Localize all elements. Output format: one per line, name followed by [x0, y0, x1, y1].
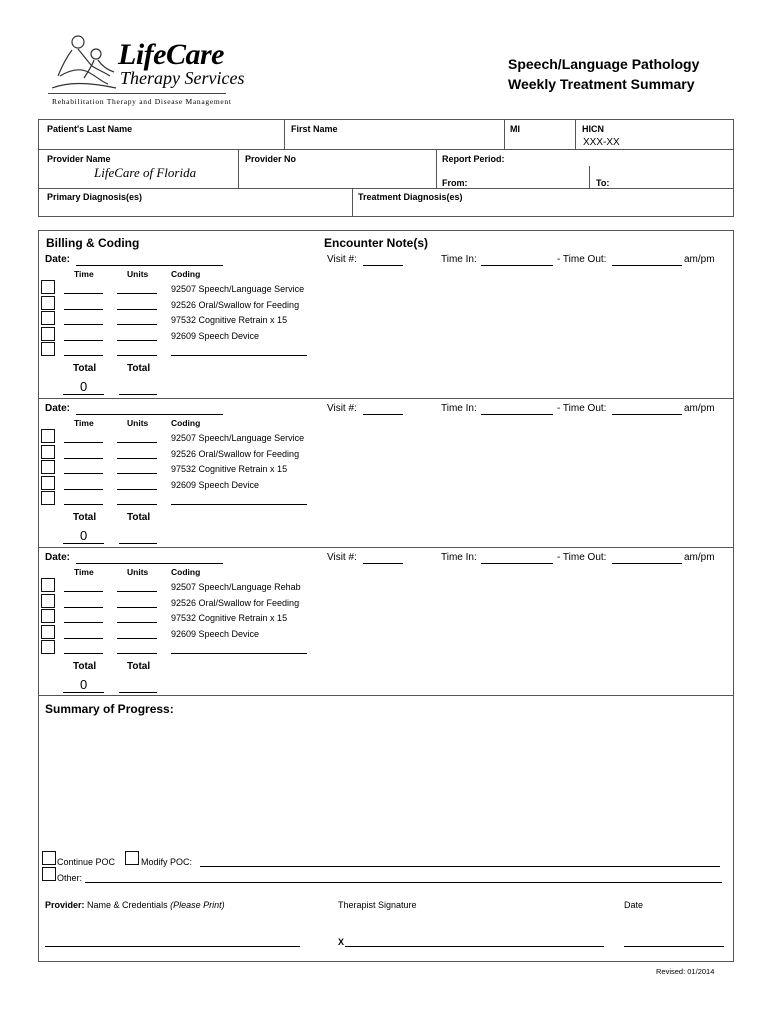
units-field[interactable] [117, 638, 157, 639]
code-checkbox[interactable] [41, 296, 55, 310]
col-time-header: Time [74, 418, 94, 428]
divider [39, 695, 733, 696]
units-field[interactable] [117, 293, 157, 294]
provider-no-label: Provider No [245, 154, 297, 164]
time-field[interactable] [64, 340, 103, 341]
hicn-label: HICN [582, 124, 604, 134]
code-checkbox[interactable] [41, 460, 55, 474]
ampm-label: am/pm [684, 552, 715, 563]
time-field[interactable] [64, 309, 103, 310]
date-label: Date: [45, 403, 71, 414]
other-label: Other: [57, 873, 83, 883]
title-line-2: Weekly Treatment Summary [508, 76, 695, 92]
code-checkbox[interactable] [41, 429, 55, 443]
divider [39, 188, 733, 189]
total-time-value[interactable]: 0 [80, 528, 88, 543]
time-in-label: Time In: [441, 403, 477, 414]
code-label: 92507 Speech/Language Service [171, 284, 305, 294]
time-field[interactable] [64, 622, 103, 623]
code-checkbox[interactable] [41, 625, 55, 639]
total-units-label: Total [127, 661, 151, 672]
col-units-header: Units [127, 418, 149, 428]
code-checkbox[interactable] [41, 491, 55, 505]
billing-heading: Billing & Coding [46, 236, 140, 250]
code-checkbox[interactable] [41, 578, 55, 592]
time-in-field[interactable] [481, 265, 553, 266]
time-field[interactable] [64, 324, 103, 325]
units-field[interactable] [117, 324, 157, 325]
therapist-signature-field[interactable] [345, 946, 604, 947]
units-field[interactable] [117, 473, 157, 474]
time-field[interactable] [64, 638, 103, 639]
total-units-label: Total [127, 363, 151, 374]
col-time-header: Time [74, 567, 94, 577]
units-field[interactable] [117, 309, 157, 310]
time-out-label: - Time Out: [557, 254, 607, 265]
modify-poc-checkbox[interactable] [125, 851, 139, 865]
divider [504, 120, 505, 149]
time-in-label: Time In: [441, 254, 477, 265]
col-units-header: Units [127, 567, 149, 577]
units-field[interactable] [117, 340, 157, 341]
code-label: 92609 Speech Device [171, 479, 260, 490]
primary-dx-label: Primary Diagnosis(es) [47, 192, 143, 202]
code-label: 92507 Speech/Language Service [171, 433, 305, 443]
code-checkbox[interactable] [41, 594, 55, 608]
total-time-label: Total [73, 512, 97, 523]
divider [352, 188, 353, 216]
title-line-1: Speech/Language Pathology [508, 56, 700, 72]
time-out-field[interactable] [612, 265, 682, 266]
logo-subtitle: Therapy Services [120, 68, 245, 88]
patient-info-box [38, 119, 734, 217]
time-field[interactable] [64, 458, 103, 459]
code-label: 92609 Speech Device [171, 330, 260, 341]
provider-label: Provider: [45, 900, 85, 910]
logo-name: LifeCare [118, 38, 224, 71]
provider-name-label: Provider Name [47, 154, 111, 164]
code-checkbox[interactable] [41, 476, 55, 490]
report-period-label: Report Period: [442, 154, 505, 164]
visit-label: Visit #: [327, 403, 357, 414]
logo-divider [48, 93, 226, 94]
provider-signoff-label [45, 900, 225, 910]
encounter-heading: Encounter Note(s) [324, 236, 429, 250]
last-name-label: Patient's Last Name [47, 124, 133, 134]
summary-heading: Summary of Progress: [45, 702, 174, 716]
time-field[interactable] [64, 591, 103, 592]
code-label: 92507 Speech/Language Rehab [171, 582, 301, 592]
time-out-field[interactable] [612, 563, 682, 564]
time-out-label: - Time Out: [557, 403, 607, 414]
modify-poc-field[interactable] [200, 866, 720, 867]
divider [436, 149, 437, 188]
document-title [508, 54, 699, 94]
code-checkbox[interactable] [41, 280, 55, 294]
continue-poc-checkbox[interactable] [42, 851, 56, 865]
treatment-dx-label: Treatment Diagnosis(es) [358, 192, 463, 202]
time-field[interactable] [64, 504, 103, 505]
divider [589, 166, 590, 188]
code-label: 92526 Oral/Swallow for Feeding [171, 448, 300, 459]
units-field[interactable] [117, 622, 157, 623]
provider-name-value[interactable]: LifeCare of Florida [94, 165, 197, 180]
total-time-value[interactable]: 0 [80, 379, 88, 394]
units-field[interactable] [117, 591, 157, 592]
units-field[interactable] [117, 607, 157, 608]
name-credentials-label: Name & Credentials [87, 900, 168, 910]
logo-tagline: Rehabilitation Therapy and Disease Management [52, 97, 232, 106]
hicn-value[interactable]: XXX-XX [583, 137, 620, 148]
other-code-field[interactable] [171, 653, 307, 654]
total-time-label: Total [73, 363, 97, 374]
visit-field[interactable] [363, 414, 403, 415]
date-label: Date: [45, 552, 71, 563]
ampm-label: am/pm [684, 403, 715, 414]
total-units-label: Total [127, 512, 151, 523]
to-label: To: [596, 178, 610, 188]
col-coding-header: Coding [171, 567, 201, 577]
units-field[interactable] [117, 504, 157, 505]
modify-poc-label: Modify POC: [141, 857, 193, 867]
col-coding-header: Coding [171, 269, 201, 279]
code-label: 97532 Cognitive Retrain x 15 [171, 613, 288, 623]
total-units-field[interactable] [119, 394, 157, 395]
signature-x-mark: X [338, 937, 345, 947]
code-checkbox[interactable] [41, 311, 55, 325]
time-in-field[interactable] [481, 414, 553, 415]
continue-poc-label: Continue POC [57, 857, 116, 867]
code-checkbox[interactable] [41, 609, 55, 623]
time-field[interactable] [64, 653, 103, 654]
logo-figure-icon [48, 32, 120, 92]
code-checkbox[interactable] [41, 640, 55, 654]
code-label: 92609 Speech Device [171, 628, 260, 639]
time-field[interactable] [64, 442, 103, 443]
from-label: From: [442, 178, 468, 188]
col-coding-header: Coding [171, 418, 201, 428]
code-label: 97532 Cognitive Retrain x 15 [171, 464, 288, 474]
other-code-field[interactable] [171, 504, 307, 505]
first-name-label: First Name [291, 124, 338, 134]
time-out-label: - Time Out: [557, 552, 607, 563]
units-field[interactable] [117, 355, 157, 356]
visit-field[interactable] [363, 563, 403, 564]
col-time-header: Time [74, 269, 94, 279]
total-time-field[interactable] [63, 543, 104, 544]
units-field[interactable] [117, 653, 157, 654]
time-in-field[interactable] [481, 563, 553, 564]
divider [39, 398, 733, 399]
divider [575, 120, 576, 149]
time-field[interactable] [64, 607, 103, 608]
time-field[interactable] [64, 355, 103, 356]
date-label: Date: [45, 254, 71, 265]
visit-field[interactable] [363, 265, 403, 266]
date-signoff-label: Date [624, 900, 644, 910]
total-units-field[interactable] [119, 543, 157, 544]
code-label: 92526 Oral/Swallow for Feeding [171, 597, 300, 608]
time-field[interactable] [64, 489, 103, 490]
mi-label: MI [510, 124, 520, 134]
date-field[interactable] [76, 414, 223, 415]
code-checkbox[interactable] [41, 327, 55, 341]
divider [39, 547, 733, 548]
total-time-field[interactable] [63, 394, 104, 395]
visit-label: Visit #: [327, 254, 357, 265]
time-out-field[interactable] [612, 414, 682, 415]
other-field[interactable] [85, 882, 722, 883]
other-checkbox[interactable] [42, 867, 56, 881]
other-code-field[interactable] [171, 355, 307, 356]
code-checkbox[interactable] [41, 445, 55, 459]
col-units-header: Units [127, 269, 149, 279]
units-field[interactable] [117, 489, 157, 490]
units-field[interactable] [117, 458, 157, 459]
time-in-label: Time In: [441, 552, 477, 563]
divider [238, 149, 239, 188]
total-time-value[interactable]: 0 [80, 677, 88, 692]
time-field[interactable] [64, 473, 103, 474]
divider [284, 120, 285, 149]
units-field[interactable] [117, 442, 157, 443]
total-time-field[interactable] [63, 692, 104, 693]
revised-date: Revised: 01/2014 [656, 967, 715, 976]
please-print-label: (Please Print) [170, 900, 225, 910]
total-units-field[interactable] [119, 692, 157, 693]
code-checkbox[interactable] [41, 342, 55, 356]
signoff-date-field[interactable] [624, 946, 724, 947]
date-field[interactable] [76, 563, 223, 564]
date-field[interactable] [76, 265, 223, 266]
divider [39, 149, 733, 150]
provider-name-field[interactable] [45, 946, 300, 947]
time-field[interactable] [64, 293, 103, 294]
therapist-signature-label: Therapist Signature [338, 900, 417, 910]
ampm-label: am/pm [684, 254, 715, 265]
total-time-label: Total [73, 661, 97, 672]
code-label: 97532 Cognitive Retrain x 15 [171, 315, 288, 325]
visit-label: Visit #: [327, 552, 357, 563]
code-label: 92526 Oral/Swallow for Feeding [171, 299, 300, 310]
